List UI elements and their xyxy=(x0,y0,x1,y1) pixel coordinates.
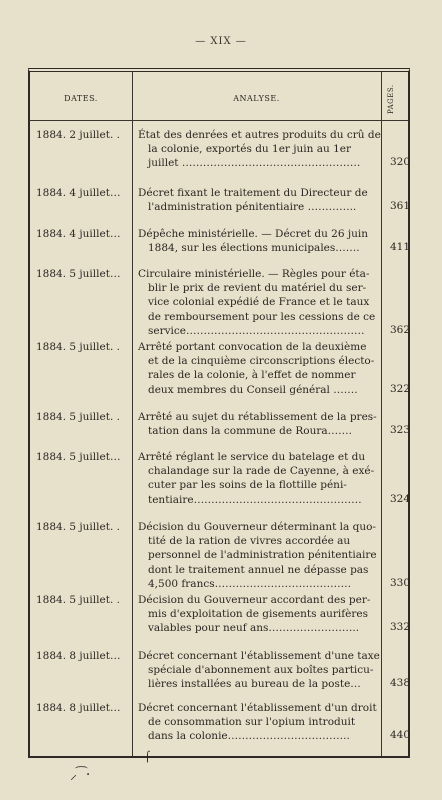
analyse-line: dans la colonie…………………………….. xyxy=(148,730,350,743)
row-analyse xyxy=(138,340,382,397)
analyse-line: Arrêté réglant le service du batelage et du xyxy=(138,451,366,463)
analyse-line: deux membres du Conseil général ……. xyxy=(148,383,358,396)
row-analyse xyxy=(138,593,382,636)
page-number: — XIX — xyxy=(195,36,247,47)
analyse-line: Décision du Gouverneur déterminant la quo- xyxy=(138,521,376,533)
row-date: 1884. 4 juillet… xyxy=(36,187,121,199)
analyse-line: blir le prix de revient du matériel du ser- xyxy=(148,282,367,295)
analyse-line: tentiaire………………………………………… xyxy=(148,493,362,506)
row-analyse xyxy=(138,186,382,214)
analyse-line: État des denrées et autres produits du crû de xyxy=(138,129,381,141)
analyse-line: valables pour neuf ans…………………….. xyxy=(148,622,360,635)
row-date: 1884. 5 juillet. . xyxy=(36,411,120,423)
row-analyse xyxy=(138,649,382,692)
analyse-line: personnel de l'administration pénitentiaire xyxy=(148,549,377,562)
row-date: 1884. 2 juillet. . xyxy=(36,129,120,141)
row-analyse xyxy=(138,450,382,507)
row-analyse xyxy=(138,520,382,591)
analyse-line: Arrêté portant convocation de la deuxième xyxy=(138,341,367,353)
analyse-line: la colonie, exportés du 1er juin au 1er xyxy=(148,143,352,156)
analyse-line: Dépêche ministérielle. — Décret du 26 juin xyxy=(138,228,369,240)
header-divider xyxy=(30,120,408,121)
analyse-line: 1884, sur les élections municipales……. xyxy=(148,242,360,255)
row-page: 324 xyxy=(389,492,410,505)
header-dates: DATES. xyxy=(64,94,98,103)
analyse-line: juillet …………………………………………… xyxy=(148,157,361,170)
row-date: 1884. 5 juillet. . xyxy=(36,341,120,353)
analyse-line: 4,500 francs………………………………… xyxy=(148,577,352,590)
row-analyse xyxy=(138,227,382,255)
header-pages: PAGES. xyxy=(387,84,395,114)
row-date: 1884. 5 juillet… xyxy=(36,451,121,463)
row-page: 320 xyxy=(389,156,410,169)
analyse-line: Décret fixant le traitement du Directeur de xyxy=(138,187,368,199)
analyse-line: rales de la colonie, à l'effet de nommer xyxy=(148,369,356,382)
analyse-line: lières installées au bureau de la poste… xyxy=(148,678,361,691)
row-page: 411 xyxy=(389,241,410,254)
ink-stain: ⸝ ͡ · xyxy=(70,767,91,783)
row-date: 1884. 5 juillet… xyxy=(36,268,121,280)
analyse-line: de consommation sur l'opium introduit xyxy=(148,716,356,729)
row-analyse xyxy=(138,128,382,171)
analyse-line: Circulaire ministérielle. — Règles pour éta- xyxy=(138,268,370,280)
analyse-line: Arrêté au sujet du rétablissement de la pres- xyxy=(138,411,377,423)
analyse-line: service…………………………………………… xyxy=(148,324,365,337)
analyse-line: tation dans la commune de Roura……. xyxy=(148,425,352,438)
row-page: 438 xyxy=(389,677,410,690)
row-page: 361 xyxy=(389,200,410,213)
row-date: 1884. 8 juillet… xyxy=(36,650,121,662)
row-analyse xyxy=(138,410,382,438)
row-page: 323 xyxy=(389,424,410,437)
analyse-line: Décret concernant l'établissement d'une taxe xyxy=(138,650,380,662)
analyse-line: et de la cinquième circonscriptions électo- xyxy=(148,355,375,368)
analyse-line: vice colonial expédié de France et le taux xyxy=(148,296,370,309)
analyse-line: chalandage sur la rade de Cayenne, à exé- xyxy=(148,465,375,478)
row-analyse xyxy=(138,267,382,338)
analyse-line: spéciale d'abonnement aux boîtes particu- xyxy=(148,664,374,677)
analyse-line: tité de la ration de vivres accordée au xyxy=(148,535,351,548)
row-page: 322 xyxy=(389,382,410,395)
row-analyse xyxy=(138,701,382,744)
index-table xyxy=(28,68,410,758)
row-date: 1884. 5 juillet. . xyxy=(36,521,120,533)
analyse-line: cuter par les soins de la flottille péni- xyxy=(148,479,347,492)
row-page: 362 xyxy=(389,323,410,336)
ink-stain: ⌠ xyxy=(145,752,151,763)
row-date: 1884. 8 juillet… xyxy=(36,702,121,714)
row-page: 332 xyxy=(389,621,410,634)
row-date: 1884. 4 juillet… xyxy=(36,228,121,240)
row-page: 440 xyxy=(389,729,410,742)
row-date: 1884. 5 juillet. . xyxy=(36,594,120,606)
analyse-line: dont le traitement annuel ne dépasse pas xyxy=(148,563,369,576)
row-page: 330 xyxy=(389,576,410,589)
analyse-line: mis d'exploitation de gisements aurifères xyxy=(148,608,368,621)
analyse-line: Décision du Gouverneur accordant des per- xyxy=(138,594,371,606)
column-divider xyxy=(132,72,133,756)
analyse-line: l'administration pénitentiaire ………….. xyxy=(148,201,357,214)
analyse-line: Décret concernant l'établissement d'un droit xyxy=(138,702,377,714)
header-analyse: ANALYSE. xyxy=(233,94,280,103)
analyse-line: de remboursement pour les cessions de ce xyxy=(148,310,376,323)
